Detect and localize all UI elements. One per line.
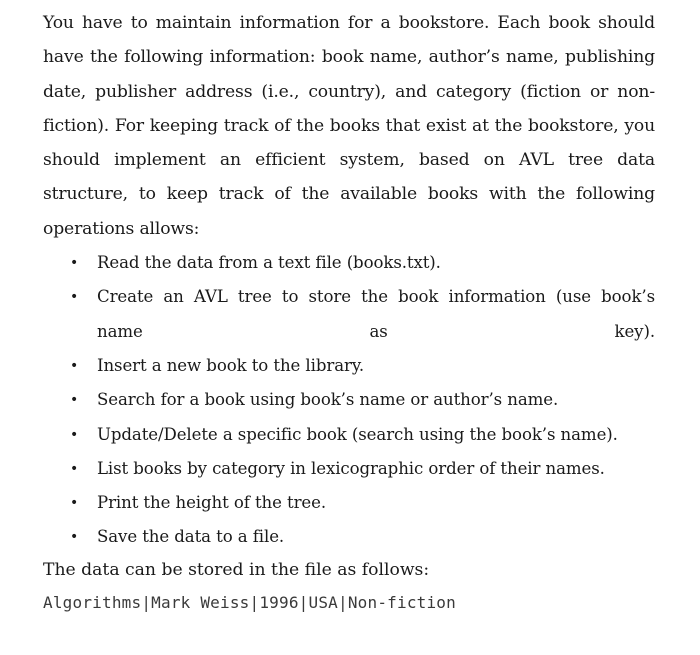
operations-list [43, 246, 655, 555]
operation-item [43, 418, 655, 452]
operation-text: Create an AVL tree to store the book information (use book’s name as key). [97, 287, 655, 341]
operation-text: Update/Delete a specific book (search using the book’s name). [97, 424, 618, 444]
operation-text: Save the data to a file. [97, 527, 285, 547]
intro-paragraph: You have to maintain information for a bookstore. Each book should have the following information: book name, author’s name, publishing date, publisher address (i.e., country), and category (fiction or non-fiction). For keeping track of the books that exist at the bookstore, you should implement an efficient system, based on AVL tree data structure, to keep track of the available books with the following operations allows: [43, 13, 655, 239]
bullet-icon: • [70, 357, 79, 374]
operation-text: List books by category in lexicographic order of their names. [97, 458, 605, 478]
bullet-icon: • [70, 495, 79, 512]
document-body [43, 6, 655, 555]
operation-item [43, 486, 655, 520]
bullet-icon: • [70, 255, 79, 272]
bullet-icon: • [70, 289, 79, 306]
bullet-icon: • [70, 529, 79, 546]
bullet-icon: • [70, 392, 79, 409]
operation-item [43, 246, 655, 280]
operation-text: Insert a new book to the library. [97, 355, 365, 375]
operation-item [43, 349, 655, 383]
operation-item [43, 452, 655, 486]
file-format-intro: The data can be stored in the file as follows: [43, 560, 430, 580]
bullet-icon: • [70, 460, 79, 477]
operation-text: Read the data from a text file (books.txt). [97, 253, 441, 273]
operation-text: Print the height of the tree. [97, 493, 327, 513]
operation-item [43, 280, 655, 349]
bullet-icon: • [70, 426, 79, 443]
operation-text: Search for a book using book’s name or author’s name. [97, 390, 559, 410]
operation-item [43, 383, 655, 417]
sample-data-line: Algorithms|Mark Weiss|1996|USA|Non-fiction [43, 593, 456, 612]
operation-item [43, 520, 655, 554]
